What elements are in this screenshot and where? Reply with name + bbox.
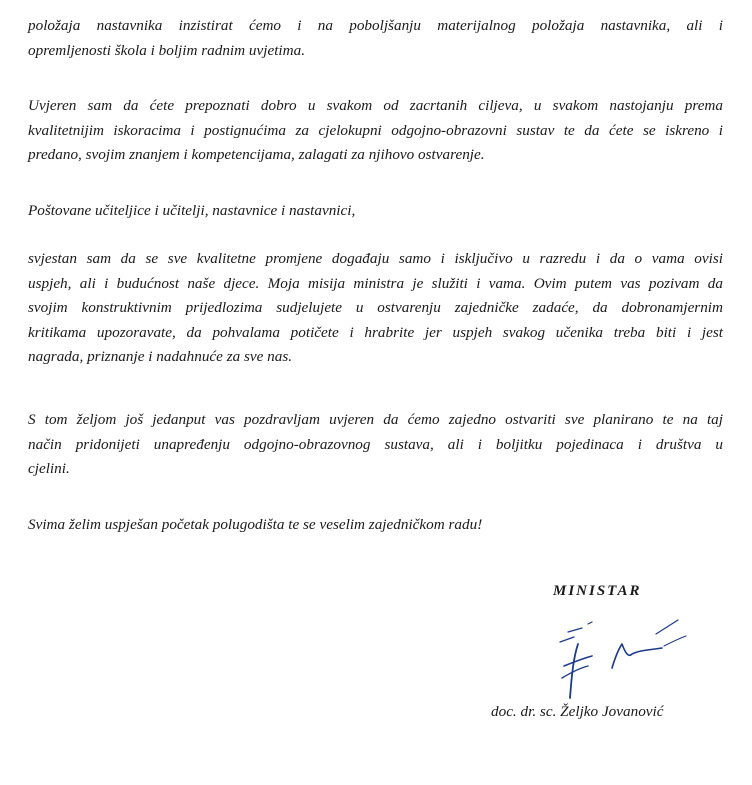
paragraph-1 xyxy=(28,14,723,63)
paragraph-5 xyxy=(28,408,723,482)
paragraph-line: položaja nastavnika inzistirat ćemo i na poboljšanju materijalnog položaja nastavnika, ali i xyxy=(28,17,723,34)
paragraph-line: Svima želim uspješan početak polugodišta te se veselim zajedničkom radu! xyxy=(28,516,483,533)
paragraph-2 xyxy=(28,94,723,168)
paragraph-line: Uvjeren sam da ćete prepoznati dobro u svakom od zacrtanih ciljeva, u svakom nastojanju prema xyxy=(28,97,723,114)
signatory-title: MINISTAR xyxy=(553,583,642,599)
paragraph-line: opremljenosti škola i boljim radnim uvjetima. xyxy=(28,41,306,59)
paragraph-line: svjestan sam da se sve kvalitetne promjene događaju samo i isključivo u razredu i da o vama ovisi xyxy=(28,250,723,267)
signatory-name: doc. dr. sc. Željko Jovanović xyxy=(491,703,664,720)
handwritten-signature xyxy=(552,616,692,706)
paragraph-line: S tom željom još jedanput vas pozdravljam uvjeren da ćemo zajedno ostvariti sve planirano te na taj xyxy=(28,411,723,428)
paragraph-line: uspjeh, ali i budućnost naše djece. Moja misija ministra je služiti i vama. Ovim putem vas pozivam da xyxy=(28,274,723,292)
paragraph-line: Poštovane učiteljice i učitelji, nastavnice i nastavnici, xyxy=(28,202,356,219)
paragraph-line: svojim konstruktivnim prijedlozima sudjelujete u ostvarenju zajedničke zadaće, da dobronamjernim xyxy=(28,299,723,316)
paragraph-line: nagrada, priznanje i nadahnuće za sve nas. xyxy=(28,348,293,365)
paragraph-4 xyxy=(28,247,723,370)
paragraph-line: predano, svojim znanjem i kompetencijama, zalagati za njihovo ostvarenje. xyxy=(28,146,485,163)
paragraph-line: način pridonijeti unapređenju odgojno-obrazovnog sustava, ali i boljitku pojedinaca i društva u xyxy=(28,435,723,453)
closing-line xyxy=(28,513,723,538)
salutation xyxy=(28,199,723,224)
paragraph-line: cjelini. xyxy=(28,460,70,477)
paragraph-line: kritikama upozoravate, da pohvalama potičete i hrabrite jer uspjeh svakog učenika treba biti i jest xyxy=(28,323,723,341)
paragraph-line: kvalitetnijim iskoracima i postignućima za cjelokupni odgojno-obrazovni sustav te da ćete se iskreno i xyxy=(28,121,723,139)
